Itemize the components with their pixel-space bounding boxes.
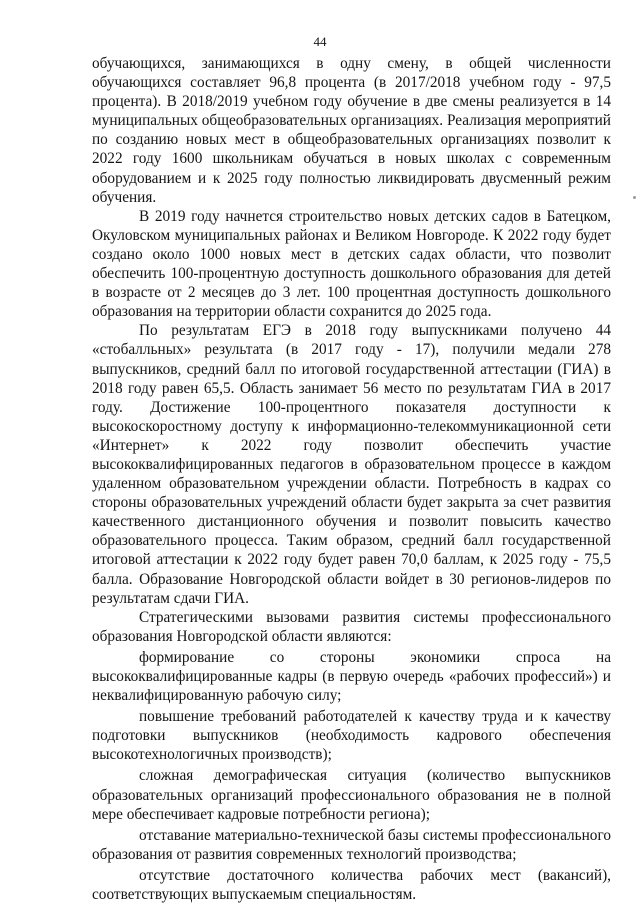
list-item-demand: формирование со стороны экономики спроса на высококвалифицированные кадры (в первую очередь «рабочих профессий») и неквалифицированную рабочую силу; bbox=[92, 648, 611, 705]
paragraph-strategic-challenges: Стратегическими вызовами развития системы профессионального образования Новгородской области являются: bbox=[92, 608, 611, 645]
page-number: 44 bbox=[313, 34, 327, 49]
body-text bbox=[92, 54, 611, 904]
list-item-requirements: повышение требований работодателей к качеству труда и к качеству подготовки выпускников (необходимость кадрового обеспечения высокотехнологичных производств); bbox=[92, 708, 611, 764]
list-item-material-base: отставание материально-технической базы системы профессионального образования от развития современных технологий производства; bbox=[92, 826, 611, 863]
paragraph-continuation: обучающихся, занимающихся в одну смену, в общей численности обучающихся составляет 96,8 процента (в 2017/2018 учебном году ‑ 97,5 процента). В 2018/2019 учебном году обучение в две смены реализуется в 14 муниципальных общеобразовательных организациях. Реализация мероприятий по созданию новых мест в общеобразовательных организациях позволит к 2022 году 1600 школьникам обучаться в новых школах с современным оборудованием и к 2025 году полностью ликвидировать двусменный режим обучения. bbox=[92, 55, 611, 206]
list-item-vacancies: отсутствие достаточного количества рабочих мест (вакансий), соответствующих выпускаемым специальностям. bbox=[92, 866, 611, 904]
scan-mark bbox=[633, 196, 636, 199]
paragraph-exam-results: По результатам ЕГЭ в 2018 году выпускниками получено 44 «стобалльных» результата (в 2017 году - 17), получили медали 278 выпускников, средний балл по итоговой государственной аттестации (ГИА) в 2018 году равен 65,5. Область занимает 56 место по результатам ГИА в 2017 году. Достижение 100-процентного показателя доступности к высокоскоростному доступу к информационно-телекоммуникационной сети «Интернет» к 2022 году позволит обеспечить участие высококвалифицированных педагогов в образовательном процессе в каждом удаленном образовательном учреждении области. Потребность в кадрах со стороны образовательных учреждений области будет закрыта за счет развития качественного дистанционного обучения и позволит повысить качество образовательного процесса. Таким образом, средний балл государственной итоговой аттестации к 2022 году будет равен 70,0 баллам, к 2025 году - 75,5 балла. Образование Новгородской области войдет в 30 регионов-лидеров по результатам сдачи ГИА. bbox=[92, 322, 611, 607]
paragraph-kindergartens: В 2019 году начнется строительство новых детских садов в Батецком, Окуловском муниципальных районах и Великом Новгороде. К 2022 году будет создано около 1000 новых мест в детских садах области, что позволит обеспечить 100-процентную доступность дошкольного образования для детей в возрасте от 2 месяцев до 3 лет. 100 процентная доступность дошкольного образования на территории области сохранится до 2025 года. bbox=[92, 207, 611, 321]
list-item-demographics: сложная демографическая ситуация (количество выпускников образовательных организаций профессионального образования не в полной мере обеспечивает кадровые потребности региона); bbox=[92, 767, 611, 823]
